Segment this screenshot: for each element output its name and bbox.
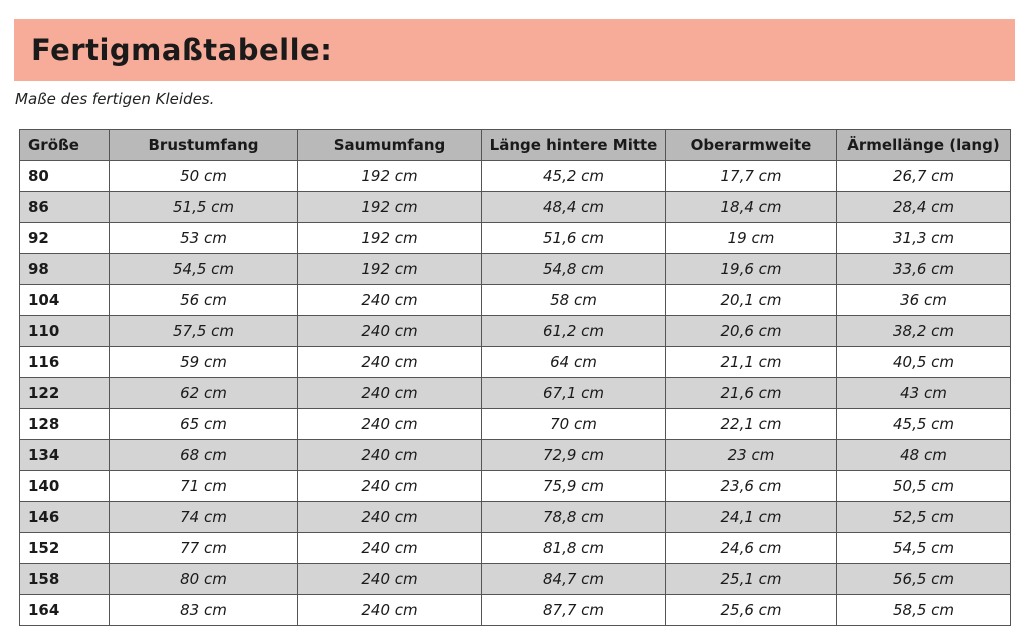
cell-hem: 192 cm	[298, 223, 482, 254]
cell-upper-arm: 21,1 cm	[666, 347, 837, 378]
cell-upper-arm: 19 cm	[666, 223, 837, 254]
cell-size: 164	[20, 595, 110, 626]
table-row	[20, 409, 1011, 440]
cell-chest: 74 cm	[110, 502, 298, 533]
cell-upper-arm: 21,6 cm	[666, 378, 837, 409]
column-header-hem: Saumumfang	[298, 130, 482, 161]
cell-sleeve-length: 28,4 cm	[837, 192, 1011, 223]
cell-hem: 240 cm	[298, 409, 482, 440]
table-header-row	[20, 130, 1011, 161]
cell-upper-arm: 24,6 cm	[666, 533, 837, 564]
cell-chest: 53 cm	[110, 223, 298, 254]
cell-sleeve-length: 31,3 cm	[837, 223, 1011, 254]
cell-back-length: 70 cm	[482, 409, 666, 440]
cell-size: 98	[20, 254, 110, 285]
cell-size: 110	[20, 316, 110, 347]
cell-upper-arm: 25,6 cm	[666, 595, 837, 626]
cell-sleeve-length: 33,6 cm	[837, 254, 1011, 285]
cell-size: 122	[20, 378, 110, 409]
cell-sleeve-length: 38,2 cm	[837, 316, 1011, 347]
column-header-upper-arm: Oberarmweite	[666, 130, 837, 161]
cell-upper-arm: 24,1 cm	[666, 502, 837, 533]
cell-chest: 54,5 cm	[110, 254, 298, 285]
table-row	[20, 564, 1011, 595]
cell-back-length: 58 cm	[482, 285, 666, 316]
cell-chest: 80 cm	[110, 564, 298, 595]
column-header-sleeve-length: Ärmellänge (lang)	[837, 130, 1011, 161]
cell-hem: 240 cm	[298, 440, 482, 471]
cell-chest: 77 cm	[110, 533, 298, 564]
cell-size: 86	[20, 192, 110, 223]
table-row	[20, 316, 1011, 347]
table-row	[20, 440, 1011, 471]
cell-size: 116	[20, 347, 110, 378]
table-row	[20, 502, 1011, 533]
cell-hem: 192 cm	[298, 192, 482, 223]
page-subtitle: Maße des fertigen Kleides.	[15, 90, 215, 108]
cell-upper-arm: 18,4 cm	[666, 192, 837, 223]
measurement-table	[19, 129, 1011, 626]
cell-sleeve-length: 48 cm	[837, 440, 1011, 471]
cell-hem: 192 cm	[298, 254, 482, 285]
cell-chest: 59 cm	[110, 347, 298, 378]
cell-back-length: 75,9 cm	[482, 471, 666, 502]
cell-sleeve-length: 58,5 cm	[837, 595, 1011, 626]
cell-sleeve-length: 43 cm	[837, 378, 1011, 409]
cell-sleeve-length: 45,5 cm	[837, 409, 1011, 440]
cell-hem: 240 cm	[298, 378, 482, 409]
table-row	[20, 161, 1011, 192]
table-row	[20, 285, 1011, 316]
table-row	[20, 533, 1011, 564]
cell-back-length: 64 cm	[482, 347, 666, 378]
cell-hem: 240 cm	[298, 285, 482, 316]
cell-back-length: 78,8 cm	[482, 502, 666, 533]
cell-upper-arm: 23,6 cm	[666, 471, 837, 502]
cell-back-length: 51,6 cm	[482, 223, 666, 254]
cell-upper-arm: 23 cm	[666, 440, 837, 471]
table-body	[20, 161, 1011, 626]
cell-size: 146	[20, 502, 110, 533]
cell-size: 152	[20, 533, 110, 564]
cell-back-length: 72,9 cm	[482, 440, 666, 471]
cell-size: 80	[20, 161, 110, 192]
cell-back-length: 45,2 cm	[482, 161, 666, 192]
cell-upper-arm: 17,7 cm	[666, 161, 837, 192]
cell-sleeve-length: 50,5 cm	[837, 471, 1011, 502]
cell-upper-arm: 19,6 cm	[666, 254, 837, 285]
cell-size: 158	[20, 564, 110, 595]
cell-chest: 68 cm	[110, 440, 298, 471]
cell-upper-arm: 20,6 cm	[666, 316, 837, 347]
cell-sleeve-length: 54,5 cm	[837, 533, 1011, 564]
cell-size: 128	[20, 409, 110, 440]
cell-size: 134	[20, 440, 110, 471]
cell-back-length: 84,7 cm	[482, 564, 666, 595]
cell-sleeve-length: 36 cm	[837, 285, 1011, 316]
cell-chest: 51,5 cm	[110, 192, 298, 223]
table-row	[20, 471, 1011, 502]
cell-sleeve-length: 26,7 cm	[837, 161, 1011, 192]
table-row	[20, 192, 1011, 223]
cell-upper-arm: 20,1 cm	[666, 285, 837, 316]
column-header-size: Größe	[20, 130, 110, 161]
cell-sleeve-length: 56,5 cm	[837, 564, 1011, 595]
cell-back-length: 48,4 cm	[482, 192, 666, 223]
cell-back-length: 67,1 cm	[482, 378, 666, 409]
cell-size: 104	[20, 285, 110, 316]
table-row	[20, 223, 1011, 254]
cell-size: 92	[20, 223, 110, 254]
cell-hem: 192 cm	[298, 161, 482, 192]
cell-upper-arm: 25,1 cm	[666, 564, 837, 595]
cell-chest: 62 cm	[110, 378, 298, 409]
cell-hem: 240 cm	[298, 564, 482, 595]
table-row	[20, 347, 1011, 378]
cell-chest: 83 cm	[110, 595, 298, 626]
column-header-back-length: Länge hintere Mitte	[482, 130, 666, 161]
cell-chest: 71 cm	[110, 471, 298, 502]
cell-chest: 65 cm	[110, 409, 298, 440]
page-title: Fertigmaßtabelle:	[31, 33, 333, 67]
cell-hem: 240 cm	[298, 316, 482, 347]
cell-hem: 240 cm	[298, 595, 482, 626]
cell-size: 140	[20, 471, 110, 502]
cell-sleeve-length: 40,5 cm	[837, 347, 1011, 378]
table-row	[20, 595, 1011, 626]
cell-hem: 240 cm	[298, 533, 482, 564]
cell-back-length: 61,2 cm	[482, 316, 666, 347]
table-row	[20, 378, 1011, 409]
cell-back-length: 54,8 cm	[482, 254, 666, 285]
title-banner	[14, 19, 1015, 81]
cell-hem: 240 cm	[298, 471, 482, 502]
table-row	[20, 254, 1011, 285]
cell-hem: 240 cm	[298, 347, 482, 378]
cell-chest: 56 cm	[110, 285, 298, 316]
cell-back-length: 87,7 cm	[482, 595, 666, 626]
column-header-chest: Brustumfang	[110, 130, 298, 161]
cell-chest: 50 cm	[110, 161, 298, 192]
cell-back-length: 81,8 cm	[482, 533, 666, 564]
cell-sleeve-length: 52,5 cm	[837, 502, 1011, 533]
cell-hem: 240 cm	[298, 502, 482, 533]
cell-upper-arm: 22,1 cm	[666, 409, 837, 440]
cell-chest: 57,5 cm	[110, 316, 298, 347]
